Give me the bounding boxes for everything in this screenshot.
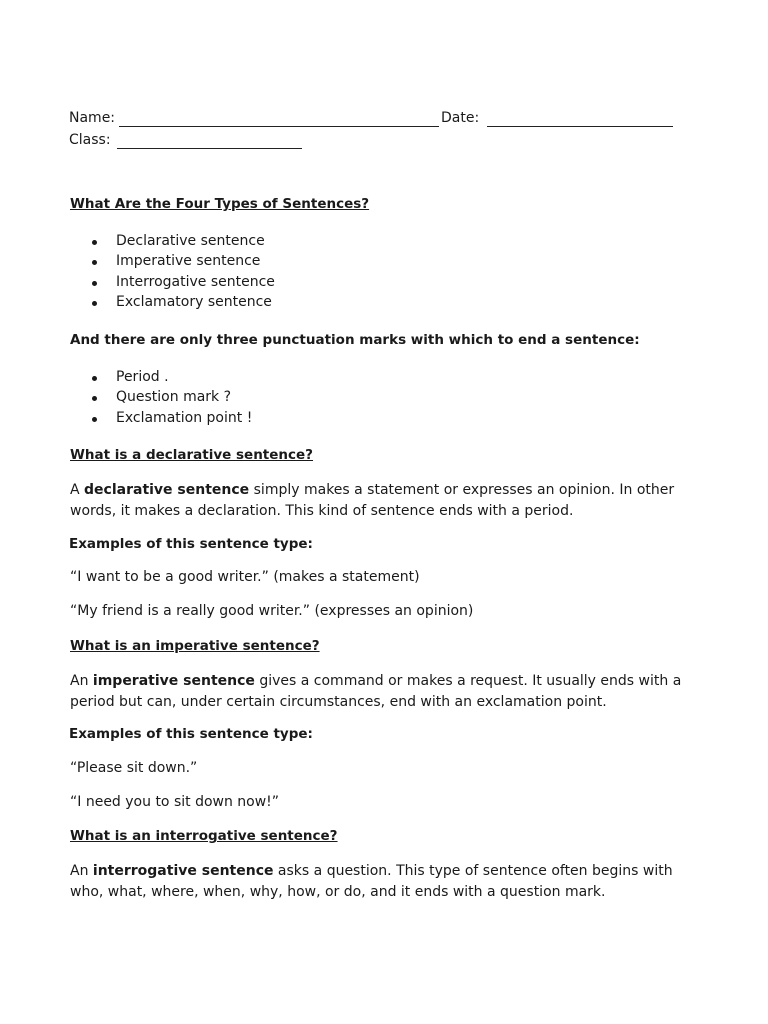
punctuation-list (92, 367, 252, 428)
name-blank (119, 126, 439, 127)
text-run: A (70, 482, 85, 498)
class-blank (117, 148, 302, 149)
list-item: Imperative sentence (92, 251, 275, 271)
list-item: Period . (92, 367, 252, 387)
name-label: Name: (69, 110, 116, 126)
text-run: asks a question. This type of sentence often begins with who, what, where, when, why, how, or do, and it ends with a question mark. (70, 863, 673, 900)
types-heading: What Are the Four Types of Sentences? (70, 196, 370, 212)
date-blank (487, 126, 673, 127)
declarative-example-1: “I want to be a good writer.” (makes a statement) (70, 569, 420, 585)
term-bold: imperative sentence (92, 673, 255, 689)
list-item: Interrogative sentence (92, 272, 275, 292)
text-run: simply makes a statement or expresses an opinion. In other words, it makes a declaration. This kind of sentence ends with a period. (70, 482, 675, 519)
declarative-example-2: “My friend is a really good writer.” (expresses an opinion) (70, 603, 474, 619)
text-run: gives a command or makes a request. It usually ends with a period but can, under certain circumstances, end with an exclamation point. (70, 673, 682, 710)
term-bold: declarative sentence (84, 482, 250, 498)
imperative-example-1: “Please sit down.” (70, 760, 198, 776)
imperative-definition (70, 671, 690, 712)
list-item: Exclamatory sentence (92, 292, 275, 312)
imperative-heading: What is an imperative sentence? (70, 638, 320, 654)
declarative-definition (70, 480, 690, 521)
term-bold: interrogative sentence (92, 863, 274, 879)
class-label: Class: (69, 132, 111, 148)
interrogative-heading: What is an interrogative sentence? (70, 828, 338, 844)
imperative-example-2: “I need you to sit down now!” (70, 794, 280, 810)
list-item: Declarative sentence (92, 231, 275, 251)
declarative-heading: What is a declarative sentence? (70, 447, 314, 463)
interrogative-definition (70, 861, 690, 902)
text-run: An (70, 863, 93, 879)
text-run: An (70, 673, 93, 689)
declarative-examples-label: Examples of this sentence type: (69, 536, 313, 552)
punctuation-intro: And there are only three punctuation marks with which to end a sentence: (70, 332, 640, 348)
date-label: Date: (441, 110, 480, 126)
types-list (92, 231, 275, 312)
list-item: Question mark ? (92, 387, 252, 407)
list-item: Exclamation point ! (92, 408, 252, 428)
imperative-examples-label: Examples of this sentence type: (69, 726, 313, 742)
